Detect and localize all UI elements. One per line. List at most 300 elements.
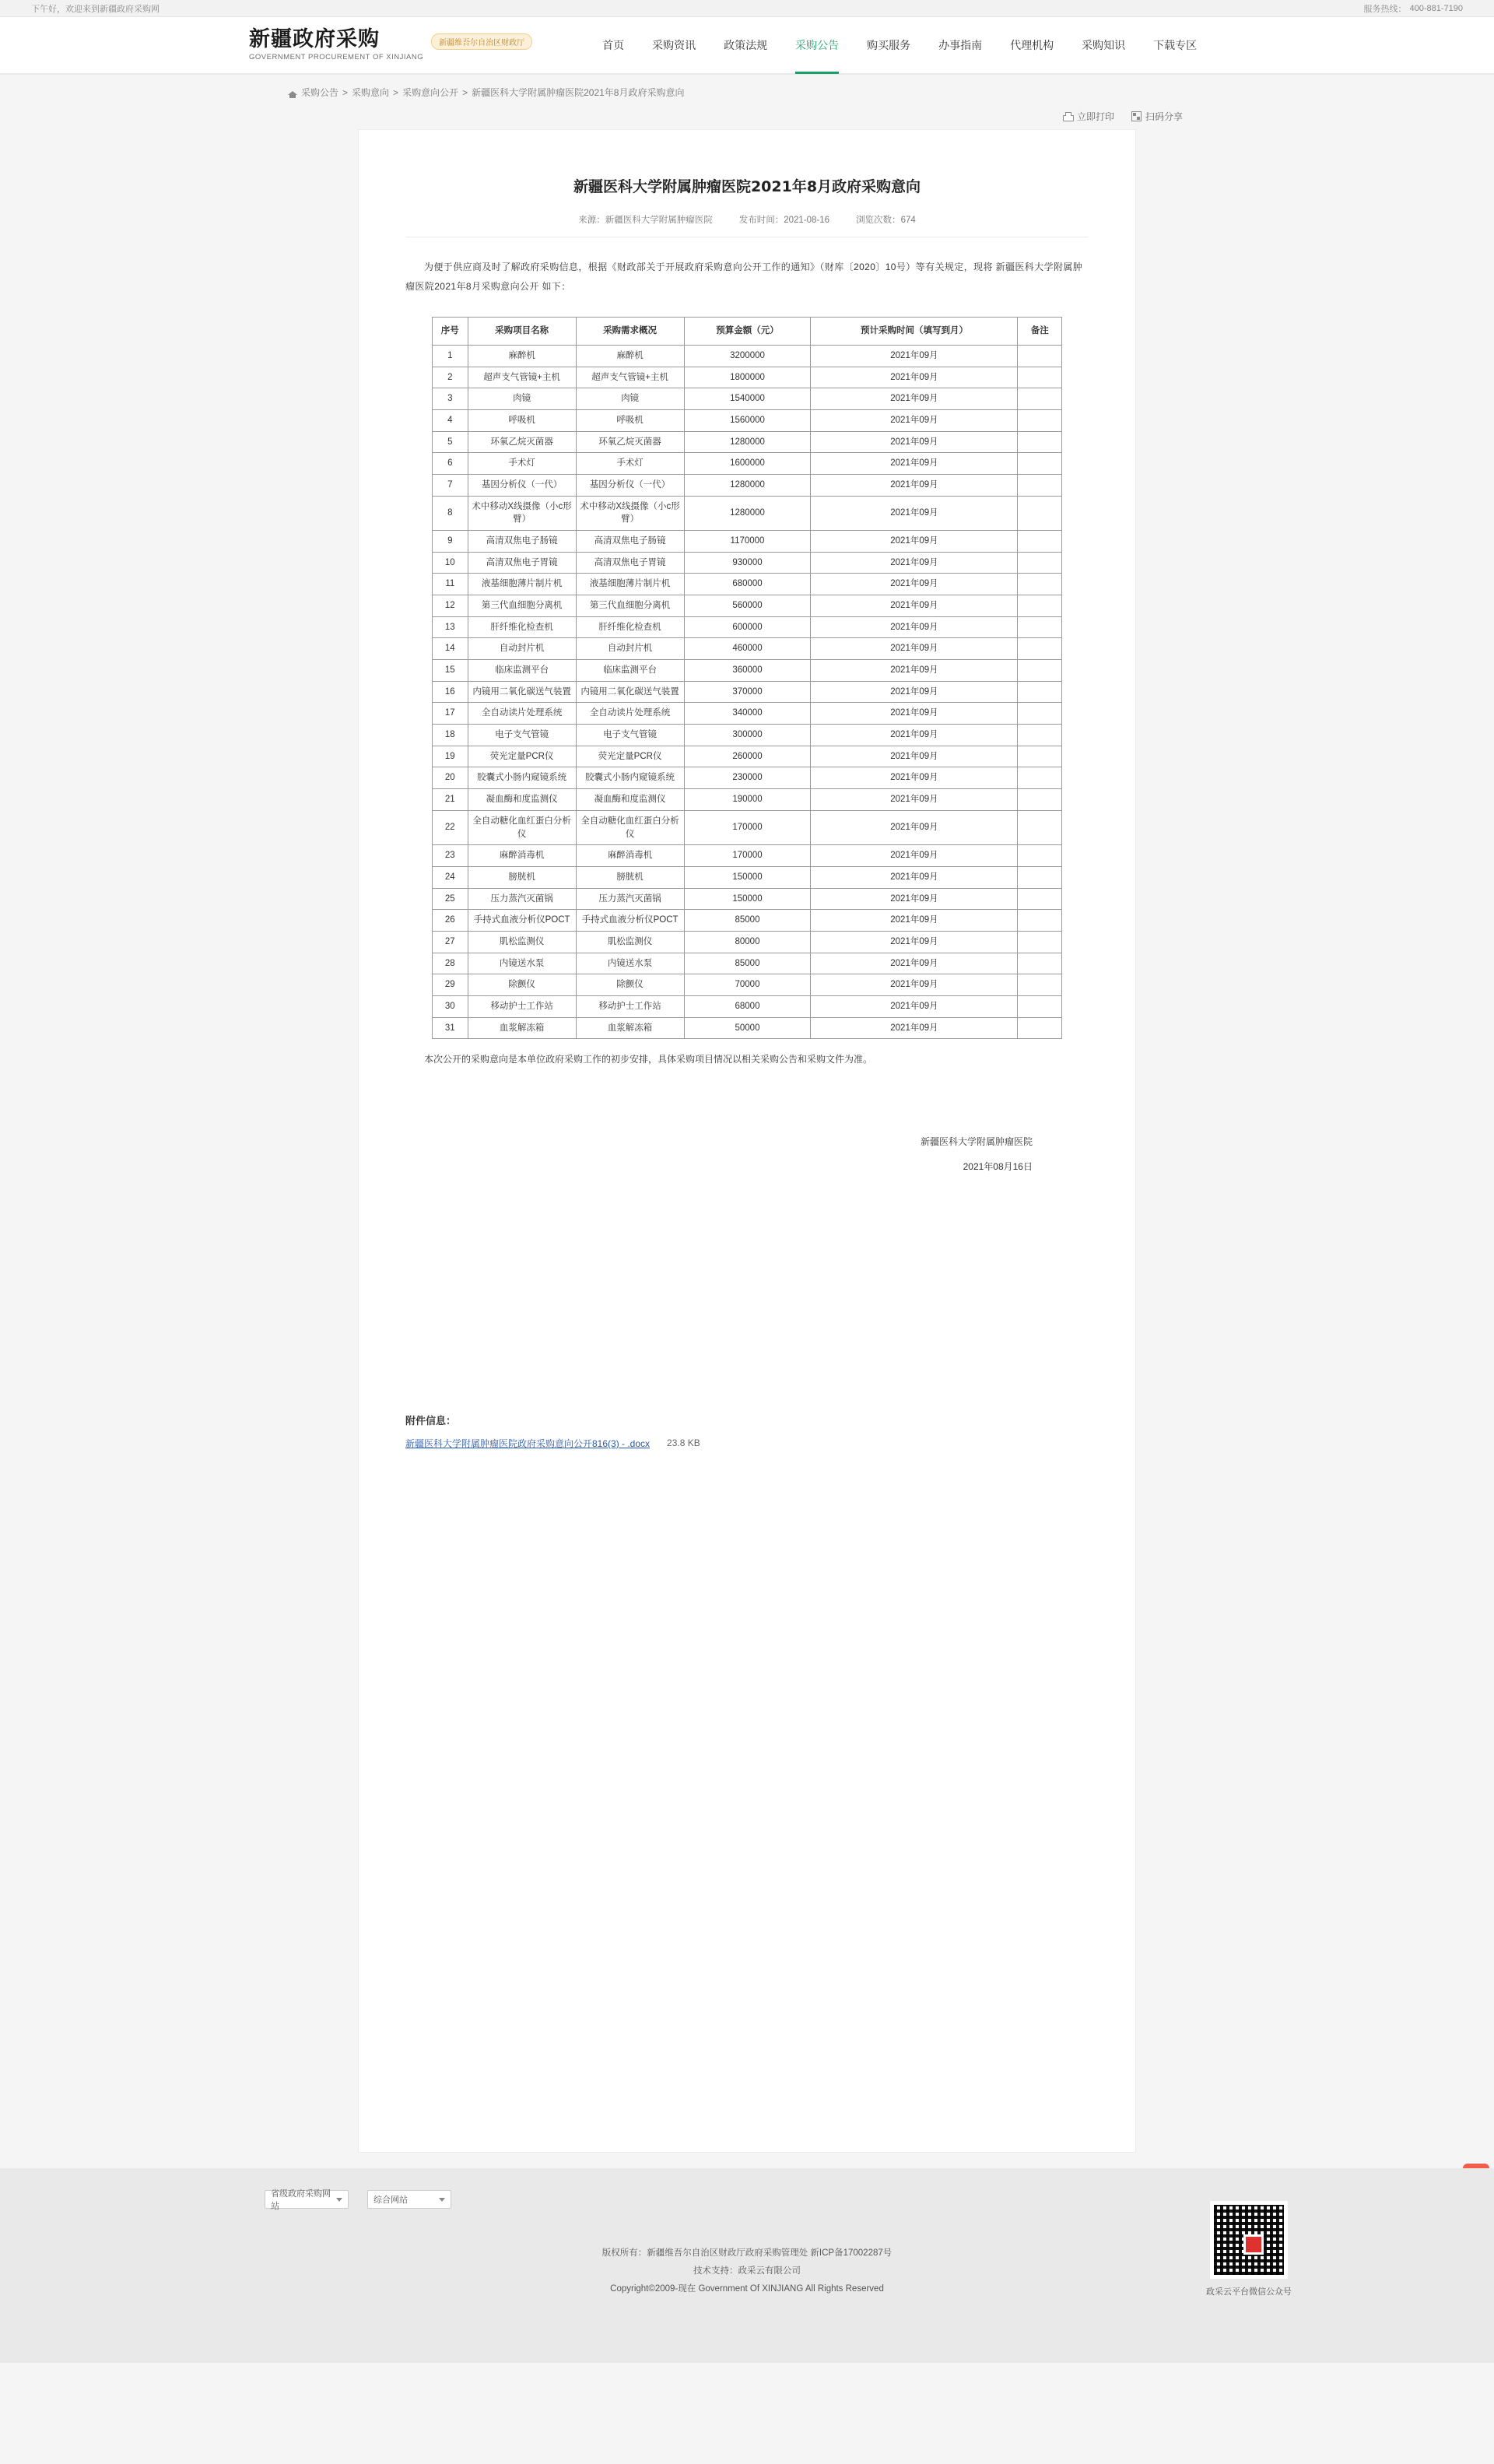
- cell-requirement: 内镜送水泵: [576, 953, 684, 974]
- cell-time: 2021年09月: [811, 789, 1018, 811]
- cell-requirement: 麻醉消毒机: [576, 845, 684, 867]
- nav-item-knowledge[interactable]: 采购知识: [1082, 39, 1126, 51]
- cell-time: 2021年09月: [811, 910, 1018, 932]
- signature-date: 2021年08月16日: [963, 1160, 1033, 1172]
- cell-requirement: 液基细胞薄片制片机: [576, 574, 684, 595]
- table-row: [433, 703, 1062, 725]
- cell-budget: 70000: [684, 974, 811, 996]
- top-utility-bar: [0, 0, 1494, 17]
- cell-budget: 370000: [684, 681, 811, 703]
- cell-no: 29: [433, 974, 468, 996]
- cell-remark: [1018, 574, 1062, 595]
- th-time: 预计采购时间（填写到月）: [811, 318, 1018, 346]
- table-row: [433, 388, 1062, 410]
- cell-no: 10: [433, 552, 468, 574]
- select-general-sites[interactable]: [367, 2190, 451, 2209]
- logo-title-en: GOVERNMENT PROCUREMENT OF XINJIANG: [249, 52, 424, 61]
- meta-source-label: 来源：: [578, 216, 605, 225]
- cell-project-name: 内镜用二氧化碳送气装置: [468, 681, 576, 703]
- cell-requirement: 临床监测平台: [576, 660, 684, 682]
- top-greeting: [31, 2, 160, 15]
- cell-budget: 1600000: [684, 453, 811, 475]
- cell-project-name: 凝血酶和度监测仪: [468, 789, 576, 811]
- cell-no: 12: [433, 595, 468, 617]
- cell-remark: [1018, 910, 1062, 932]
- table-row: [433, 638, 1062, 660]
- copyright-line-3: Copyright©2009-现在 Government Of XINJIANG All Rights Reserved: [610, 2284, 884, 2294]
- meta-views-label: 浏览次数：: [856, 216, 901, 225]
- cell-budget: 1800000: [684, 367, 811, 388]
- document-meta: [405, 213, 1089, 237]
- cell-remark: [1018, 953, 1062, 974]
- nav-item-news[interactable]: 采购资讯: [652, 39, 696, 51]
- cell-project-name: 手持式血液分析仪POCT: [468, 910, 576, 932]
- cell-budget: 930000: [684, 552, 811, 574]
- table-row: [433, 746, 1062, 767]
- table-row: [433, 910, 1062, 932]
- cell-budget: 150000: [684, 888, 811, 910]
- breadcrumb-sep-2: >: [393, 86, 399, 98]
- chevron-down-icon: [336, 2198, 342, 2202]
- cell-budget: 3200000: [684, 346, 811, 367]
- cell-budget: 170000: [684, 845, 811, 867]
- cell-requirement: 压力蒸汽灭菌锅: [576, 888, 684, 910]
- cell-no: 25: [433, 888, 468, 910]
- cell-no: 31: [433, 1017, 468, 1039]
- nav-item-policy[interactable]: 政策法规: [724, 39, 768, 51]
- cell-budget: 1280000: [684, 431, 811, 453]
- cell-requirement: 手术灯: [576, 453, 684, 475]
- cell-remark: [1018, 995, 1062, 1017]
- cell-time: 2021年09月: [811, 974, 1018, 996]
- table-row: [433, 475, 1062, 497]
- cell-no: 18: [433, 725, 468, 746]
- top-greeting-text: 下午好，欢迎来到新疆政府采购网: [31, 4, 160, 14]
- table-row: [433, 496, 1062, 530]
- cell-time: 2021年09月: [811, 638, 1018, 660]
- document-closing: [405, 1050, 1089, 1069]
- cell-project-name: 肉镜: [468, 388, 576, 410]
- cell-project-name: 电子支气管镜: [468, 725, 576, 746]
- table-row: [433, 845, 1062, 867]
- table-row: [433, 866, 1062, 888]
- meta-publish-value: 2021-08-16: [784, 216, 830, 225]
- cell-budget: 300000: [684, 725, 811, 746]
- cell-project-name: 麻醉机: [468, 346, 576, 367]
- table-row: [433, 995, 1062, 1017]
- cell-no: 8: [433, 496, 468, 530]
- cell-project-name: 肝纤维化检查机: [468, 616, 576, 638]
- cell-no: 3: [433, 388, 468, 410]
- cell-no: 15: [433, 660, 468, 682]
- th-project-name: 采购项目名称: [468, 318, 576, 346]
- page-title: 新疆医科大学附属肿瘤医院2021年8月政府采购意向: [573, 178, 921, 195]
- wechat-qr-block: [1191, 2201, 1307, 2297]
- cell-time: 2021年09月: [811, 995, 1018, 1017]
- cell-remark: [1018, 410, 1062, 432]
- table-row: [433, 953, 1062, 974]
- cell-time: 2021年09月: [811, 767, 1018, 789]
- cell-project-name: 术中移动X线摄像（小c形臂）: [468, 496, 576, 530]
- logo-title-cn: 新疆政府采购: [249, 27, 380, 52]
- meta-views-value: 674: [900, 216, 916, 225]
- table-row: [433, 931, 1062, 953]
- cell-time: 2021年09月: [811, 410, 1018, 432]
- home-icon: [288, 88, 297, 97]
- chevron-down-icon: [439, 2198, 445, 2202]
- th-remark: 备注: [1018, 318, 1062, 346]
- meta-publish: [739, 213, 829, 226]
- cell-no: 4: [433, 410, 468, 432]
- logo-text-block: [249, 29, 423, 61]
- cell-requirement: 自动封片机: [576, 638, 684, 660]
- cell-no: 2: [433, 367, 468, 388]
- site-header: [0, 17, 1494, 75]
- breadcrumb: [288, 75, 1206, 105]
- cell-time: 2021年09月: [811, 725, 1018, 746]
- cell-no: 1: [433, 346, 468, 367]
- cell-time: 2021年09月: [811, 431, 1018, 453]
- cell-time: 2021年09月: [811, 453, 1018, 475]
- cell-no: 6: [433, 453, 468, 475]
- cell-remark: [1018, 931, 1062, 953]
- breadcrumb-bar: [0, 75, 1494, 105]
- cell-project-name: 内镜送水泵: [468, 953, 576, 974]
- cell-time: 2021年09月: [811, 367, 1018, 388]
- cell-requirement: 胶囊式小肠内窥镜系统: [576, 767, 684, 789]
- meta-source-value: 新疆医科大学附属肿瘤医院: [605, 216, 713, 225]
- cell-remark: [1018, 388, 1062, 410]
- cell-time: 2021年09月: [811, 746, 1018, 767]
- cell-remark: [1018, 431, 1062, 453]
- cell-project-name: 全自动糖化血红蛋白分析仪: [468, 810, 576, 844]
- cell-project-name: 液基细胞薄片制片机: [468, 574, 576, 595]
- meta-views: [856, 213, 916, 226]
- cell-budget: 85000: [684, 910, 811, 932]
- cell-time: 2021年09月: [811, 660, 1018, 682]
- cell-requirement: 荧光定量PCR仪: [576, 746, 684, 767]
- service-hotline-number: 400-881-7190: [1409, 3, 1463, 13]
- cell-requirement: 移动护士工作站: [576, 995, 684, 1017]
- cell-budget: 190000: [684, 789, 811, 811]
- cell-time: 2021年09月: [811, 810, 1018, 844]
- cell-requirement: 内镜用二氧化碳送气装置: [576, 681, 684, 703]
- cell-time: 2021年09月: [811, 1017, 1018, 1039]
- table-row: [433, 346, 1062, 367]
- cell-no: 17: [433, 703, 468, 725]
- cell-no: 26: [433, 910, 468, 932]
- cell-time: 2021年09月: [811, 931, 1018, 953]
- cell-requirement: 电子支气管镜: [576, 725, 684, 746]
- cell-no: 21: [433, 789, 468, 811]
- cell-requirement: 环氧乙烷灭菌器: [576, 431, 684, 453]
- cell-remark: [1018, 595, 1062, 617]
- closing-paragraph: 本次公开的采购意向是本单位政府采购工作的初步安排，具体采购项目情况以相关采购公告和采购文件为准。: [424, 1054, 873, 1065]
- cell-project-name: 压力蒸汽灭菌锅: [468, 888, 576, 910]
- cell-requirement: 呼吸机: [576, 410, 684, 432]
- print-label: 立即打印: [1076, 111, 1114, 122]
- cell-no: 11: [433, 574, 468, 595]
- cell-remark: [1018, 346, 1062, 367]
- copyright-line-1: 版权所有：新疆维吾尔自治区财政厅政府采购管理处 新ICP备17002287号: [601, 2248, 893, 2258]
- cell-no: 9: [433, 531, 468, 553]
- cell-remark: [1018, 767, 1062, 789]
- cell-time: 2021年09月: [811, 346, 1018, 367]
- cell-project-name: 基因分析仪（一代）: [468, 475, 576, 497]
- breadcrumb-sep-1: >: [342, 86, 349, 98]
- cell-remark: [1018, 974, 1062, 996]
- cell-project-name: 移动护士工作站: [468, 995, 576, 1017]
- cell-project-name: 胶囊式小肠内窥镜系统: [468, 767, 576, 789]
- cell-budget: 150000: [684, 866, 811, 888]
- document-actions: [288, 105, 1206, 129]
- service-hotline: [1363, 2, 1463, 15]
- cell-budget: 460000: [684, 638, 811, 660]
- cell-budget: 50000: [684, 1017, 811, 1039]
- cell-no: 7: [433, 475, 468, 497]
- cell-no: 13: [433, 616, 468, 638]
- cell-time: 2021年09月: [811, 845, 1018, 867]
- cell-no: 5: [433, 431, 468, 453]
- table-row: [433, 552, 1062, 574]
- breadcrumb-item-1[interactable]: 采购公告: [301, 87, 339, 98]
- nav-item-guide[interactable]: 办事指南: [938, 39, 983, 51]
- cell-no: 14: [433, 638, 468, 660]
- breadcrumb-item-4: 新疆医科大学附属肿瘤医院2021年8月政府采购意向: [472, 87, 685, 98]
- cell-project-name: 高清双焦电子肠镜: [468, 531, 576, 553]
- cell-time: 2021年09月: [811, 531, 1018, 553]
- cell-remark: [1018, 367, 1062, 388]
- print-button[interactable]: [1062, 110, 1114, 123]
- service-hotline-label: 服务热线：: [1363, 4, 1407, 14]
- cell-no: 28: [433, 953, 468, 974]
- cell-requirement: 高清双焦电子肠镜: [576, 531, 684, 553]
- table-row: [433, 681, 1062, 703]
- cell-requirement: 血浆解冻箱: [576, 1017, 684, 1039]
- cell-project-name: 膀胱机: [468, 866, 576, 888]
- cell-remark: [1018, 475, 1062, 497]
- cell-remark: [1018, 681, 1062, 703]
- table-row: [433, 767, 1062, 789]
- cell-requirement: 肌松监测仪: [576, 931, 684, 953]
- cell-budget: 600000: [684, 616, 811, 638]
- cell-budget: 68000: [684, 995, 811, 1017]
- cell-time: 2021年09月: [811, 552, 1018, 574]
- nav-item-downloads[interactable]: 下载专区: [1153, 39, 1198, 51]
- cell-time: 2021年09月: [811, 703, 1018, 725]
- cell-time: 2021年09月: [811, 953, 1018, 974]
- cell-budget: 1280000: [684, 475, 811, 497]
- cell-requirement: 全自动读片处理系统: [576, 703, 684, 725]
- main-nav: [602, 16, 1197, 74]
- cell-remark: [1018, 703, 1062, 725]
- cell-remark: [1018, 616, 1062, 638]
- table-row: [433, 789, 1062, 811]
- cell-time: 2021年09月: [811, 888, 1018, 910]
- cell-no: 27: [433, 931, 468, 953]
- cell-no: 19: [433, 746, 468, 767]
- cell-remark: [1018, 725, 1062, 746]
- cell-no: 24: [433, 866, 468, 888]
- cell-requirement: 第三代血细胞分离机: [576, 595, 684, 617]
- attachment-link[interactable]: 新疆医科大学附属肿瘤医院政府采购意向公开816(3) - .docx: [405, 1437, 651, 1449]
- cell-budget: 680000: [684, 574, 811, 595]
- th-requirement: 采购需求概况: [576, 318, 684, 346]
- attachment-row: [405, 1437, 1089, 1450]
- cell-requirement: 麻醉机: [576, 346, 684, 367]
- cell-time: 2021年09月: [811, 866, 1018, 888]
- cell-remark: [1018, 453, 1062, 475]
- table-row: [433, 574, 1062, 595]
- cell-requirement: 全自动糖化血红蛋白分析仪: [576, 810, 684, 844]
- logo-authority-tag: 新疆维吾尔自治区财政厅: [431, 33, 532, 50]
- cell-project-name: 超声支气管镜+主机: [468, 367, 576, 388]
- cell-project-name: 手术灯: [468, 453, 576, 475]
- procurement-intent-table: [432, 317, 1062, 1039]
- cell-time: 2021年09月: [811, 475, 1018, 497]
- table-row: [433, 410, 1062, 432]
- cell-remark: [1018, 789, 1062, 811]
- share-qr-button[interactable]: [1131, 110, 1183, 123]
- cell-remark: [1018, 746, 1062, 767]
- cell-budget: 80000: [684, 931, 811, 953]
- attachment-size: 23.8 KB: [667, 1437, 700, 1449]
- table-header-row: [433, 318, 1062, 346]
- cell-budget: 1280000: [684, 496, 811, 530]
- cell-requirement: 肝纤维化检查机: [576, 616, 684, 638]
- breadcrumb-item-3[interactable]: 采购意向公开: [402, 87, 459, 98]
- cell-project-name: 全自动读片处理系统: [468, 703, 576, 725]
- cell-requirement: 凝血酶和度监测仪: [576, 789, 684, 811]
- table-row: [433, 453, 1062, 475]
- cell-budget: 85000: [684, 953, 811, 974]
- select-provincial-sites[interactable]: [265, 2190, 349, 2209]
- share-label: 扫码分享: [1145, 111, 1183, 122]
- cell-project-name: 血浆解冻箱: [468, 1017, 576, 1039]
- cell-remark: [1018, 888, 1062, 910]
- cell-no: 22: [433, 810, 468, 844]
- nav-item-home[interactable]: 首页: [602, 39, 625, 51]
- table-row: [433, 974, 1062, 996]
- cell-time: 2021年09月: [811, 574, 1018, 595]
- cell-requirement: 手持式血液分析仪POCT: [576, 910, 684, 932]
- table-row: [433, 1017, 1062, 1039]
- cell-project-name: 麻醉消毒机: [468, 845, 576, 867]
- table-row: [433, 595, 1062, 617]
- cell-budget: 1560000: [684, 410, 811, 432]
- cell-remark: [1018, 1017, 1062, 1039]
- cell-budget: 340000: [684, 703, 811, 725]
- cell-no: 30: [433, 995, 468, 1017]
- select-provincial-sites-label: 省级政府采购网站: [271, 2189, 331, 2211]
- cell-project-name: 环氧乙烷灭菌器: [468, 431, 576, 453]
- table-row: [433, 531, 1062, 553]
- copyright-line-2: 技术支持：政采云有限公司: [693, 2266, 801, 2276]
- cell-budget: 560000: [684, 595, 811, 617]
- meta-source: [578, 213, 713, 226]
- cell-budget: 360000: [684, 660, 811, 682]
- cell-requirement: 基因分析仪（一代）: [576, 475, 684, 497]
- document-intro: [405, 258, 1089, 297]
- site-logo[interactable]: [249, 29, 532, 61]
- cell-remark: [1018, 866, 1062, 888]
- table-row: [433, 888, 1062, 910]
- document-signature: [405, 1130, 1089, 1178]
- nav-item-announcements[interactable]: 采购公告: [795, 16, 839, 74]
- table-row: [433, 616, 1062, 638]
- wechat-qr-code: [1210, 2201, 1288, 2279]
- printer-icon: [1062, 112, 1073, 121]
- cell-project-name: 除颤仪: [468, 974, 576, 996]
- th-budget: 预算金额（元）: [684, 318, 811, 346]
- intro-paragraph: 为便于供应商及时了解政府采购信息，根据《财政部关于开展政府采购意向公开工作的通知》（财库〔2020〕10号）等有关规定，现将 新疆医科大学附属肿瘤医院2021年8月采购意向公开 如下：: [405, 261, 1083, 293]
- cell-requirement: 膀胱机: [576, 866, 684, 888]
- cell-budget: 170000: [684, 810, 811, 844]
- signature-org: 新疆医科大学附属肿瘤医院: [920, 1136, 1033, 1148]
- cell-project-name: 肌松监测仪: [468, 931, 576, 953]
- th-no: 序号: [433, 318, 468, 346]
- nav-item-services[interactable]: 购买服务: [867, 39, 911, 51]
- meta-publish-label: 发布时间：: [738, 216, 784, 225]
- cell-project-name: 自动封片机: [468, 638, 576, 660]
- cell-budget: 260000: [684, 746, 811, 767]
- cell-no: 16: [433, 681, 468, 703]
- breadcrumb-item-2[interactable]: 采购意向: [352, 87, 390, 98]
- attachment-heading: 附件信息：: [405, 1414, 457, 1427]
- table-body: [433, 346, 1062, 1039]
- cell-remark: [1018, 531, 1062, 553]
- cell-time: 2021年09月: [811, 681, 1018, 703]
- cell-budget: 1540000: [684, 388, 811, 410]
- cell-project-name: 高清双焦电子胃镜: [468, 552, 576, 574]
- cell-requirement: 高清双焦电子胃镜: [576, 552, 684, 574]
- cell-time: 2021年09月: [811, 616, 1018, 638]
- cell-budget: 1170000: [684, 531, 811, 553]
- table-row: [433, 810, 1062, 844]
- cell-time: 2021年09月: [811, 595, 1018, 617]
- select-general-sites-label: 综合网站: [374, 2195, 408, 2205]
- cell-project-name: 荧光定量PCR仪: [468, 746, 576, 767]
- cell-remark: [1018, 552, 1062, 574]
- wechat-qr-caption: 政采云平台微信公众号: [1206, 2287, 1292, 2297]
- cell-requirement: 肉镜: [576, 388, 684, 410]
- table-row: [433, 431, 1062, 453]
- breadcrumb-sep-3: >: [462, 86, 468, 98]
- cell-project-name: 呼吸机: [468, 410, 576, 432]
- cell-remark: [1018, 810, 1062, 844]
- cell-no: 23: [433, 845, 468, 867]
- cell-project-name: 临床监测平台: [468, 660, 576, 682]
- cell-time: 2021年09月: [811, 388, 1018, 410]
- qr-code-icon: [1131, 111, 1142, 121]
- cell-remark: [1018, 638, 1062, 660]
- table-row: [433, 367, 1062, 388]
- cell-remark: [1018, 660, 1062, 682]
- cell-remark: [1018, 496, 1062, 530]
- cell-time: 2021年09月: [811, 496, 1018, 530]
- site-footer: [0, 2168, 1494, 2363]
- nav-item-agencies[interactable]: 代理机构: [1010, 39, 1054, 51]
- cell-project-name: 第三代血细胞分离机: [468, 595, 576, 617]
- table-row: [433, 725, 1062, 746]
- cell-remark: [1018, 845, 1062, 867]
- table-head: [433, 318, 1062, 346]
- cell-requirement: 除颤仪: [576, 974, 684, 996]
- cell-no: 20: [433, 767, 468, 789]
- table-row: [433, 660, 1062, 682]
- cell-requirement: 超声支气管镜+主机: [576, 367, 684, 388]
- article-card: [358, 129, 1136, 2153]
